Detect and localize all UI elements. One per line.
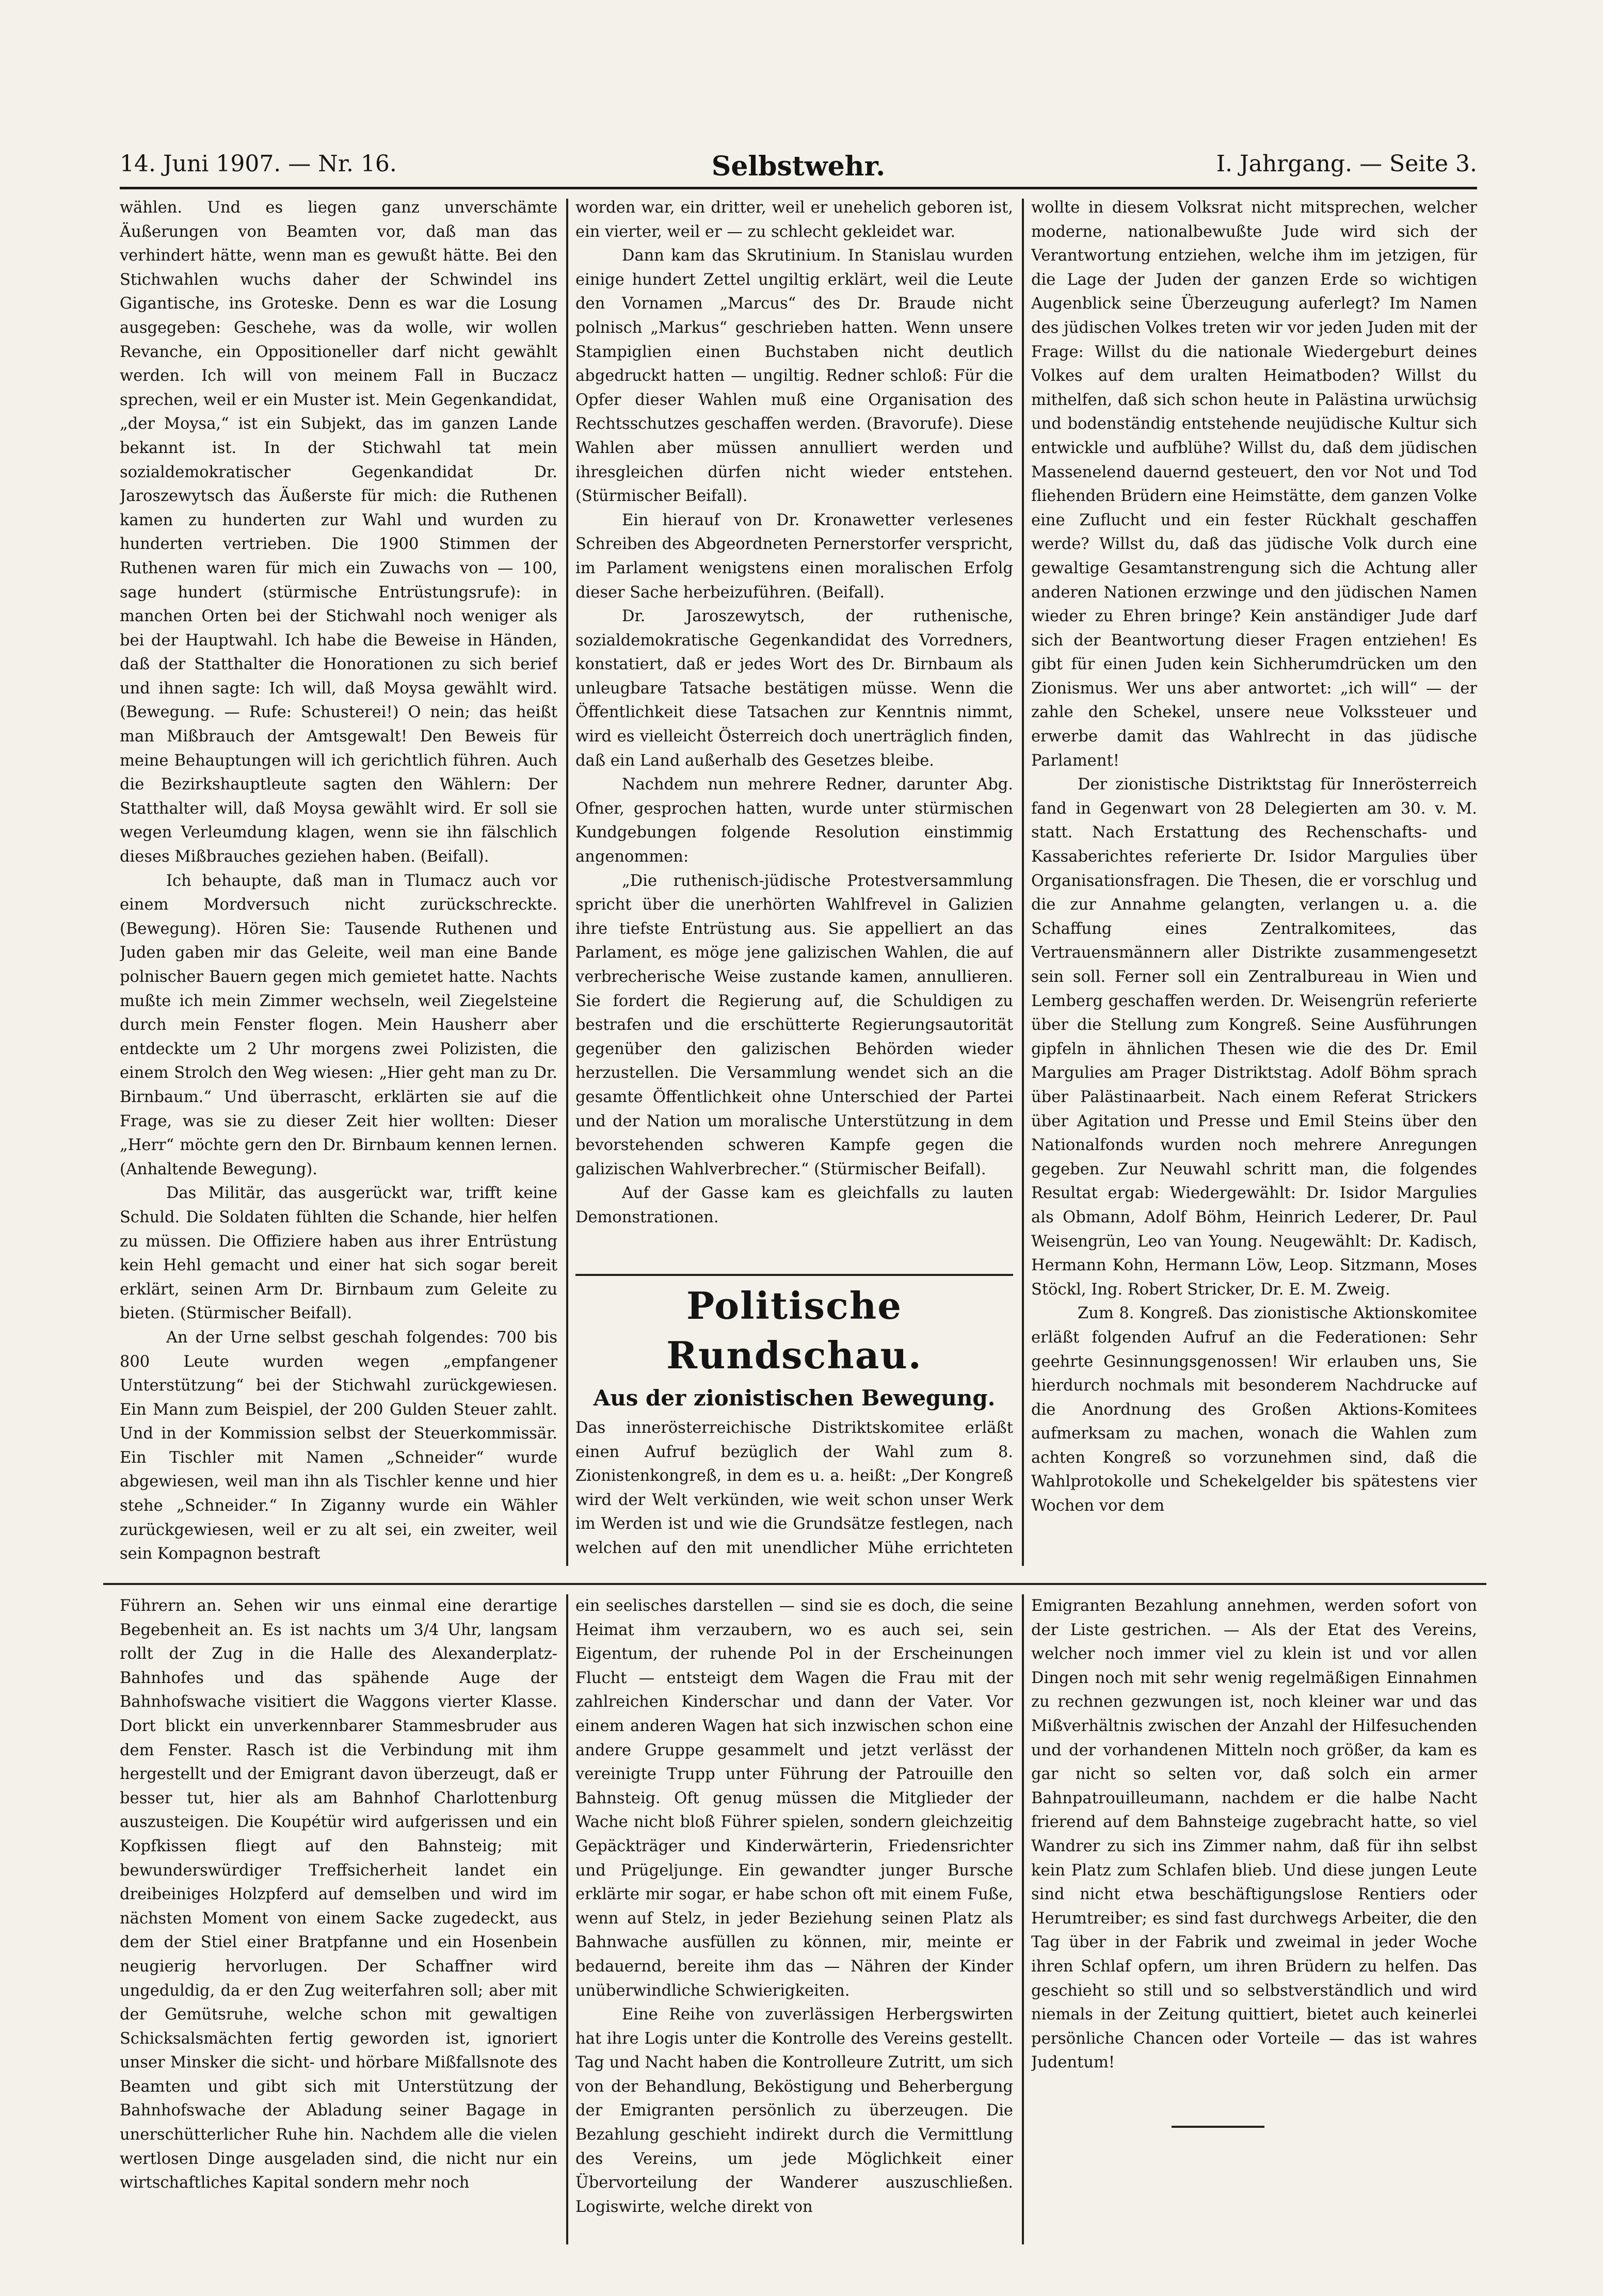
column-divider <box>1022 199 1024 1566</box>
header-date-issue: 14. Juni 1907. — Nr. 16. <box>120 151 397 177</box>
column-2-continued <box>575 196 1013 1267</box>
column-2-bottom <box>575 1594 1013 2244</box>
paragraph: Ein hierauf von Dr. Kronawetter verlesenes Schreiben des Abgeordneten Pernerstorfer verspricht, im Parlament wenigstens einen moralischen Erfolg dieser Sache herbeizuführen. (Beifall). <box>575 511 1013 602</box>
paragraph: Der zionistische Distriktstag für Innerösterreich fand in Gegenwart von 28 Delegierten am 30. v. M. statt. Nach Erstattung des Rechenschafts- und Kassaberichtes referierte Dr. Isidor Margulies über Organisationsfragen. Die Thesen, die er vorschlug und die zur Annahme gelangten, verlangen u. a. die Schaffung eines Zentralkomitees, das Vertrauensmännern aller Distrikte zusammengesetzt sein soll. Ferner soll ein Zentralbureau in Wien und Lemberg geschaffen werden. Dr. Weisengrün referierte über die Stellung zum Kongreß. Seine Ausführungen gipfeln in ähnlichen Thesen wie die des Dr. Emil Margulies am Prager Distriktstag. Adolf Böhm sprach über Palästinaarbeit. Nach einem Referat Strickers über Agitation und Presse und Emil Steins über den Nationalfonds wurden noch mehrere Anregungen gegeben. Zur Neuwahl schritt man, die folgendes Resultat ergab: Wiedergewählt: Dr. Isidor Margulies als Obmann, Adolf Böhm, Heinrich Lederer, Dr. Paul Weisengrün, Leo van Young. Neugewählt: Dr. Kadisch, Hermann Kohn, Hermann Löw, Leop. Sitzmann, Moses Stöckl, Ing. Robert Stricker, Dr. E. M. Zweig. <box>1031 775 1477 1299</box>
section-divider <box>575 1274 1013 1276</box>
column-3-bottom <box>1031 1594 1477 2110</box>
paragraph: worden war, ein dritter, weil er unehelich geboren ist, ein vierter, weil er — zu schlecht gekleidet war. <box>575 199 1013 241</box>
end-rule <box>1172 2126 1264 2128</box>
horizontal-divider <box>103 1583 1486 1585</box>
page-header <box>120 151 1477 189</box>
column-1-bottom <box>120 1594 557 2244</box>
column-3-top <box>1031 196 1477 1563</box>
paragraph: An der Urne selbst geschah folgendes: 700 bis 800 Leute wurden wegen „empfangener Unterstützung“ bei der Stichwahl zurückgewiesen. Ein Mann zum Beispiel, der 200 Gulden Steuer zahlt. Und in der Kommission selbst der Steuerkommissär. Ein Tischler mit Namen „Schneider“ wurde abgewiesen, weil man ihn als Tischler kenne und hier stehe „Schneider.“ In Ziganny wurde ein Wähler zurückgewiesen, weil er zu alt sei, ein zweiter, weil sein Kompagnon bestraft <box>120 1328 557 1563</box>
paragraph: Dr. Jaroszewytsch, der ruthenische, sozialdemokratische Gegenkandidat des Vorredners, konstatiert, daß er jedes Wort des Dr. Birnbaum als unleugbare Tatsache bestätigen müsse. Wenn die Öffentlichkeit diese Tatsachen zur Kenntnis nimmt, wird es vielleicht Österreich doch unerträglich finden, daß ein Land außerhalb des Gesetzes bleibe. <box>575 607 1013 770</box>
paragraph: wählen. Und es liegen ganz unverschämte Äußerungen von Beamten vor, daß man das verhindert hätte, wenn man es gewußt hätte. Bei den Stichwahlen wuchs daher der Schwindel ins Gigantische, ins Groteske. Denn es war die Losung ausgegeben: Geschehe, was da wolle, wir wollen Revanche, ein Oppositioneller darf nicht gewählt werden. Ich will von meinem Fall in Buczacz sprechen, weil er ein Muster ist. Mein Gegenkandidat, „der Moysa,“ ist ein Subjekt, das im ganzen Lande bekannt ist. In der Stichwahl tat mein sozialdemokratischer Gegenkandidat Dr. Jaroszewytsch das Äußerste für mich: die Ruthenen kamen zu hunderten zur Wahl und wurden zu hunderten vertrieben. Die 1900 Stimmen der Ruthenen waren für mich ein Zuwachs von — 100, sage hundert (stürmische Entrüstungsrufe): in manchen Orten bei der Stichwahl noch weniger als bei der Hauptwahl. Ich habe die Beweise in Händen, daß der Statthalter die Honorationen zu sich berief und ihnen sagte: Ich will, daß Moysa gewählt wird. (Bewegung. — Rufe: Schusterei!) O nein; das heißt man Mißbrauch der Amtsgewalt! Den Beweis für meine Behauptungen will ich gerichtlich führen. Auch die Bezirkshauptleute sagten den Wählern: Der Statthalter will, daß Moysa gewählt wird. Er soll sie wegen Verleumdung klagen, wenn sie ihn fälschlich dieses Mißbrauches geziehen haben. (Beifall). <box>120 199 557 866</box>
paragraph: Führern an. Sehen wir uns einmal eine derartige Begebenheit an. Es ist nachts um 3/4 Uhr, langsam rollt der Zug in die Halle des Alexanderplatz-Bahnhofes und das spähende Auge der Bahnhofswache visitiert die Waggons vierter Klasse. Dort blickt ein unverkennbarer Stammesbruder aus dem Fenster. Rasch ist die Verbindung mit ihm hergestellt und der Emigrant davon überzeugt, daß er besser tut, hier als am Bahnhof Charlottenburg auszusteigen. Die Koupétür wird aufgerissen und ein Kopfkissen fliegt auf den Bahnsteig; mit bewunderswürdiger Treffsicherheit landet ein dreibeiniges Holzpferd auf demselben und wird im nächsten Moment von einem Sacke zugedeckt, aus dem der Stiel einer Bratpfanne und ein Hosenbein neugierig hervorlugen. Der Schaffner wird ungeduldig, da er den Zug weiterfahren soll; aber mit der Gemütsruhe, welche schon mit gewaltigen Schicksalsmächten fertig geworden ist, ignoriert unser Minsker die sicht- und hörbare Mißfallsnote des Beamten und gibt sich mit Unterstützung der Bahnhofswache der Abladung seiner Bagage in unerschütterlicher Ruhe hin. Nachdem alle die vielen wertlosen Dinge ausgeladen sind, die nicht nur ein wirtschaftliches Kapital sondern mehr noch <box>120 1597 557 2192</box>
paragraph: Das innerösterreichische Distriktskomitee erläßt einen Aufruf bezüglich der Wahl zum 8. Zionistenkongreß, in dem es u. a. heißt: „Der Kongreß wird der Welt verkünden, wie weit schon unser Werk im Werden ist und wie die Grundsätze festlegen, nach welchen auf den mit unendlicher Mühe errichteten <box>575 1419 1013 1557</box>
column-divider <box>566 1594 568 2244</box>
section-title: Politische Rundschau. <box>666 1284 922 1377</box>
column-1-top <box>120 196 557 1563</box>
column-divider <box>566 199 568 1566</box>
paragraph: Nachdem nun mehrere Redner, darunter Abg. Ofner, gesprochen hatten, wurde unter stürmischen Kundgebungen folgende Resolution einstimmig angenommen: <box>575 775 1013 866</box>
column-2-top <box>575 196 1013 1563</box>
paragraph: Zum 8. Kongreß. Das zionistische Aktionskomitee erläßt folgenden Aufruf an die Federationen: Sehr geehrte Gesinnungsgenossen! Wir erlauben uns, Sie hierdurch nochmals mit besonderem Nachdrucke auf die Anordnung des Großen Aktions-Komitees aufmerksam zu machen, wonach die Wahlen zum achten Kongreß so vorzunehmen sind, daß die Wahlprotokolle und Schekelgelder bis spätestens vier Wochen vor dem <box>1031 1304 1477 1515</box>
paragraph: ein seelisches darstellen — sind sie es doch, die seine Heimat ihm verzaubern, wo es auch sei, sein Eigentum, der ruhende Pol in der Erscheinungen Flucht — entsteigt dem Wagen die Frau mit der zahlreichen Kinderschar und dann der Vater. Vor einem anderen Wagen hat sich inzwischen schon eine andere Gruppe gesammelt und jetzt verlässt der vereinigte Trupp unter Führung der Patrouille den Bahnsteig. Oft genug müssen die Mitglieder der Wache nicht bloß Führer spielen, sondern gleichzeitig Gepäckträger und Kinderwärterin, Friedensrichter und Prügeljunge. Ein gewandter junger Bursche erklärte mir sogar, er habe schon oft mit einem Fuße, wenn auf Stelz, in jeder Beziehung seinen Platz als Bahnwache ausfüllen zu können, mir, meinte er bedauernd, bereite ihm das — Nähren der Kinder unüberwindliche Schwierigkeiten. <box>575 1597 1013 2000</box>
section-subtitle: Aus der zionistischen Bewegung. <box>593 1385 996 1411</box>
paragraph: Auf der Gasse kam es gleichfalls zu lauten Demonstrationen. <box>575 1184 1013 1226</box>
paragraph: Emigranten Bezahlung annehmen, werden sofort von der Liste gestrichen. — Als der Etat des Vereins, welcher noch immer viel zu klein ist und vor allen Dingen noch mit sehr wenig regelmäßigen Einnahmen zu rechnen gezwungen ist, noch kleiner war und das Mißverhältnis zwischen der Anzahl der Hilfesuchenden und der vorhandenen Mitteln noch größer, da kam es gar nicht so selten vor, daß solch ein armer Bahnpatrouilleumann, nachdem er die halbe Nacht frierend auf dem Bahnsteige zugebracht hatte, so viel Wandrer zu sich ins Zimmer nahm, daß für ihn selbst kein Platz zum Schlafen blieb. Und diese jungen Leute sind nicht etwa beschäftigungslose Rentiers oder Herumtreiber; es sind fast durchwegs Arbeiter, die den Tag über in der Fabrik und zweimal in jeder Woche ihren Schlaf opfern, um ihren Brüdern zu helfen. Das geschieht so still und so selbstverständlich und wird niemals in der Zeitung quittiert, bietet auch keinerlei persönliche Chancen oder Vorteile — das ist wahres Judentum! <box>1031 1597 1477 2072</box>
paragraph: „Die ruthenisch-jüdische Protestversammlung spricht über die unerhörten Wahlfrevel in Galizien ihre tiefste Entrüstung aus. Sie appelliert an das Parlament, es möge jene galizischen Wahlen, die auf verbrecherische Weise zustande kamen, annullieren. Sie fordert die Regierung auf, die Schuldigen zu bestrafen und die erschütterte Regierungsautorität gegenüber den galizischen Behörden wieder herzustellen. Die Versammlung wendet sich an die gesamte Öffentlichkeit ohne Unterschied der Partei und der Nation um moralische Unterstützung in dem bevorstehenden schweren Kampfe gegen die galizischen Wahlverbrecher.“ (Stürmischer Beifall). <box>575 871 1013 1178</box>
paragraph: Ich behaupte, daß man in Tlumacz auch vor einem Mordversuch nicht zurückschreckte. (Bewegung). Hören Sie: Tausende Ruthenen und Juden gaben mir das Geleite, weil man eine Bande polnischer Bauern gegen mich gemietet hatte. Nachts mußte ich mein Zimmer wechseln, weil Ziegelsteine durch mein Fenster flogen. Mein Hausherr aber entdeckte um 2 Uhr morgens zwei Polizisten, die einem Strolch den Weg wiesen: „Hier geht man zu Dr. Birnbaum.“ Und überrascht, erklärten sie auf die Frage, was sie zu dieser Zeit hier wollten: Dieser „Herr“ möchte gern den Dr. Birnbaum kennen lernen. (Anhaltende Bewegung). <box>120 871 557 1178</box>
paragraph: Dann kam das Skrutinium. In Stanislau wurden einige hundert Zettel ungiltig erklärt, weil die Leute den Vornamen „Marcus“ des Dr. Braude nicht polnisch „Markus“ geschrieben hatten. Wenn unsere Stampiglien einen Buchstaben nicht deutlich abgedruckt hatten — ungiltig. Redner schloß: Für die Opfer dieser Wahlen muß eine Organisation des Rechtsschutzes geschaffen werden. (Bravorufe). Diese Wahlen aber müssen annulliert werden und ihresgleichen dürfen nicht wieder entstehen. (Stürmischer Beifall). <box>575 247 1013 506</box>
masthead-title: Selbstwehr. <box>711 151 886 182</box>
paragraph: wollte in diesem Volksrat nicht mitsprechen, welcher moderne, nationalbewußte Jude wird sich der Verantwortung entziehen, welche ihm im jetzigen, für die Lage der Juden der ganzen Erde so wichtigen Augenblick seine Überzeugung auferlegt? Im Namen des jüdischen Volkes treten wir vor jeden Juden mit der Frage: Willst du die nationale Wiedergeburt deines Volkes auf dem uralten Heimatboden? Willst du mithelfen, daß sich schon heute in Palästina urwüchsig und bodenständig entstehende neujüdische Kultur sich entwickle und aufblühe? Willst du, daß dem jüdischen Massenelend dauernd gesteuert, den vor Not und Tod fliehenden Brüdern eine Heimstätte, dem ganzen Volke eine Zuflucht und ein fester Rückhalt geschaffen werde? Willst du, daß das jüdische Volk durch eine gewaltige Gesamtanstrengung sich die Achtung aller anderen Nationen erzwinge und den jüdischen Namen wieder zu Ehren bringe? Kein anständiger Jude darf sich der Beantwortung dieser Fragen entziehen! Es gibt für einen Juden kein Sichherumdrücken um den Zionismus. Wer uns aber antwortet: „ich will“ — der zahle den Schekel, unsere neue Volkssteuer und erwerbe damit das Wahlrecht in das jüdische Parlament! <box>1031 199 1477 770</box>
column-divider <box>1022 1594 1024 2244</box>
paragraph: Das Militär, das ausgerückt war, trifft keine Schuld. Die Soldaten fühlten die Schande, hier helfen zu müssen. Die Offiziere haben aus ihrer Entrüstung kein Hehl gemacht und einer hat sich sogar bereit erklärt, seinen Arm Dr. Birnbaum zum Geleite zu bieten. (Stürmischer Beifall). <box>120 1184 557 1323</box>
header-volume-page: I. Jahrgang. — Seite 3. <box>1216 151 1477 177</box>
paragraph: Eine Reihe von zuverlässigen Herbergswirten hat ihre Logis unter die Kontrolle des Vereins gestellt. Tag und Nacht haben die Kontrolleure Zutritt, um sich von der Behandlung, Beköstigung und Beherbergung der Emigranten persönlich zu überzeugen. Die Bezahlung geschieht indirekt durch die Vermittlung des Vereins, um jede Möglichkeit einer Übervorteilung der Wanderer auszuschließen. Logiswirte, welche direkt von <box>575 2006 1013 2216</box>
